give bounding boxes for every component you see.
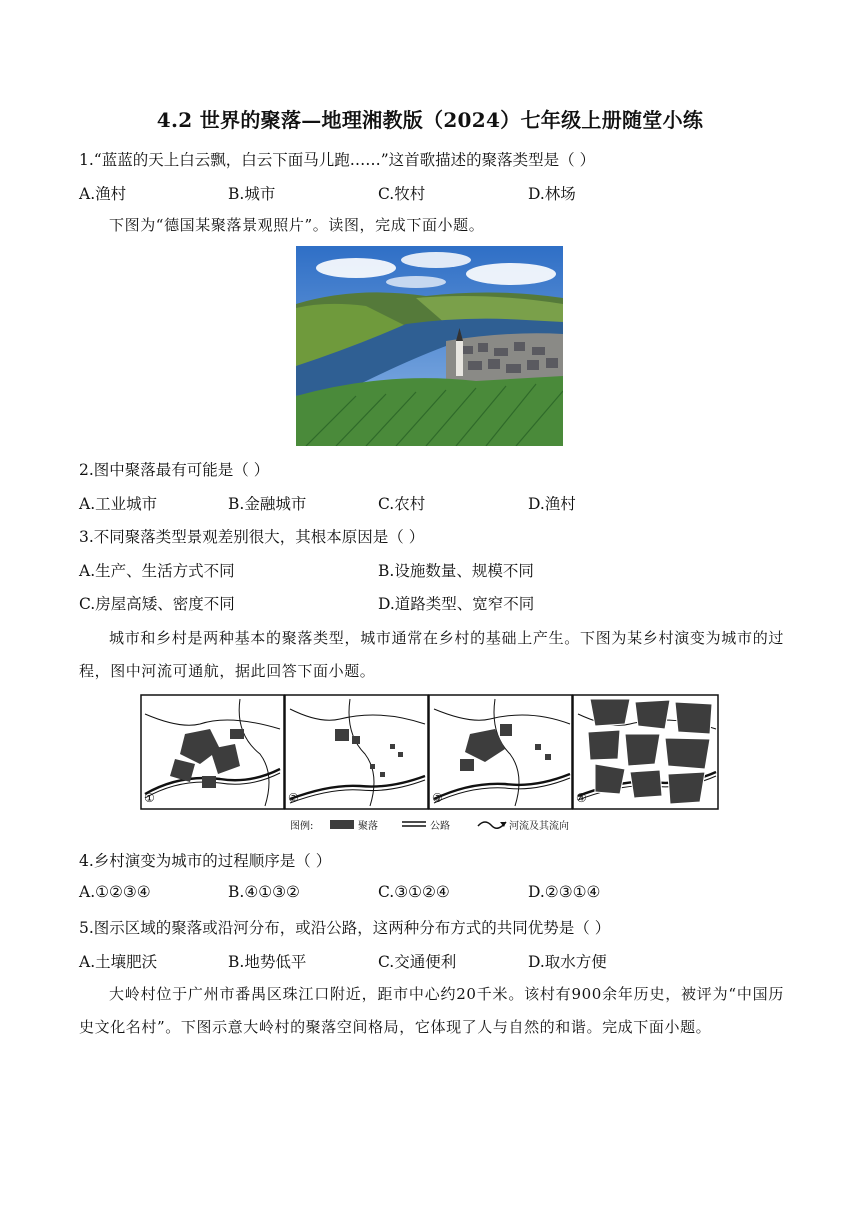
legend-title: 图例: [290,821,314,832]
panel-label-1: ① [144,791,155,805]
question-2-option-b[interactable]: B.金融城市 [228,495,307,513]
page-title: 4.2 世界的聚落—地理湘教版（2024）七年级上册随堂小练 [156,108,704,132]
question-1-option-d[interactable]: D.林场 [528,185,576,203]
panel-label-3: ③ [432,791,443,805]
question-2-option-a[interactable]: A.工业城市 [79,495,158,513]
question-3-stem: 3.不同聚落类型景观差别很大，其根本原因是（ ） [79,528,425,546]
question-4-stem: 4.乡村演变为城市的过程顺序是（ ） [79,852,332,870]
question-5-stem: 5.图示区域的聚落或沿河分布，或沿公路，这两种分布方式的共同优势是（ ） [79,919,611,937]
legend-road: 公路 [430,821,450,832]
intro-daling-paragraph: 大岭村位于广州市番禺区珠江口附近，距市中心约20千米。该村有900余年历史，被评为“中国历史文化名村”。下图示意大岭村的聚落空间格局，它体现了人与自然的和谐。完成下面小题。 [79,985,784,1036]
question-5-option-b[interactable]: B.地势低平 [228,953,307,971]
village-to-city-evolution-figure [140,694,720,836]
question-1-option-a[interactable]: A.渔村 [79,185,127,203]
question-3-option-b[interactable]: B.设施数量、规模不同 [378,562,534,580]
question-5-option-a[interactable]: A.土壤肥沃 [79,953,158,971]
question-1-option-c[interactable]: C.牧村 [378,185,426,203]
question-5-option-d[interactable]: D.取水方便 [528,953,607,971]
intro-photo-paragraph: 下图为“德国某聚落景观照片”。读图，完成下面小题。 [109,216,485,234]
question-1-stem: 1.“蓝蓝的天上白云飘，白云下面马儿跑……”这首歌描述的聚落类型是（ ） [79,151,596,169]
panel-label-4: ④ [576,791,587,805]
question-2-stem: 2.图中聚落最有可能是（ ） [79,461,270,479]
question-3-option-a[interactable]: A.生产、生活方式不同 [79,562,235,580]
question-4-option-a[interactable]: A.①②③④ [79,883,151,901]
question-2-option-c[interactable]: C.农村 [378,495,426,513]
legend-settlement: 聚落 [358,821,378,832]
map-panel-4 [578,699,716,804]
panel-label-2: ② [288,791,299,805]
question-3-option-d[interactable]: D.道路类型、宽窄不同 [378,595,535,613]
question-4-option-d[interactable]: D.②③①④ [528,883,601,901]
question-2-option-d[interactable]: D.渔村 [528,495,576,513]
legend-river: 河流及其流向 [509,821,569,832]
question-4-option-c[interactable]: C.③①②④ [378,883,450,901]
question-1-option-b[interactable]: B.城市 [228,185,276,203]
question-5-option-c[interactable]: C.交通便利 [378,953,457,971]
german-settlement-photo [296,246,563,446]
question-3-option-c[interactable]: C.房屋高矮、密度不同 [79,595,235,613]
figure-legend [290,819,569,832]
intro-evolution-paragraph: 城市和乡村是两种基本的聚落类型，城市通常在乡村的基础上产生。下图为某乡村演变为城市的过程，图中河流可通航，据此回答下面小题。 [79,629,784,680]
question-4-option-b[interactable]: B.④①③② [228,883,300,901]
